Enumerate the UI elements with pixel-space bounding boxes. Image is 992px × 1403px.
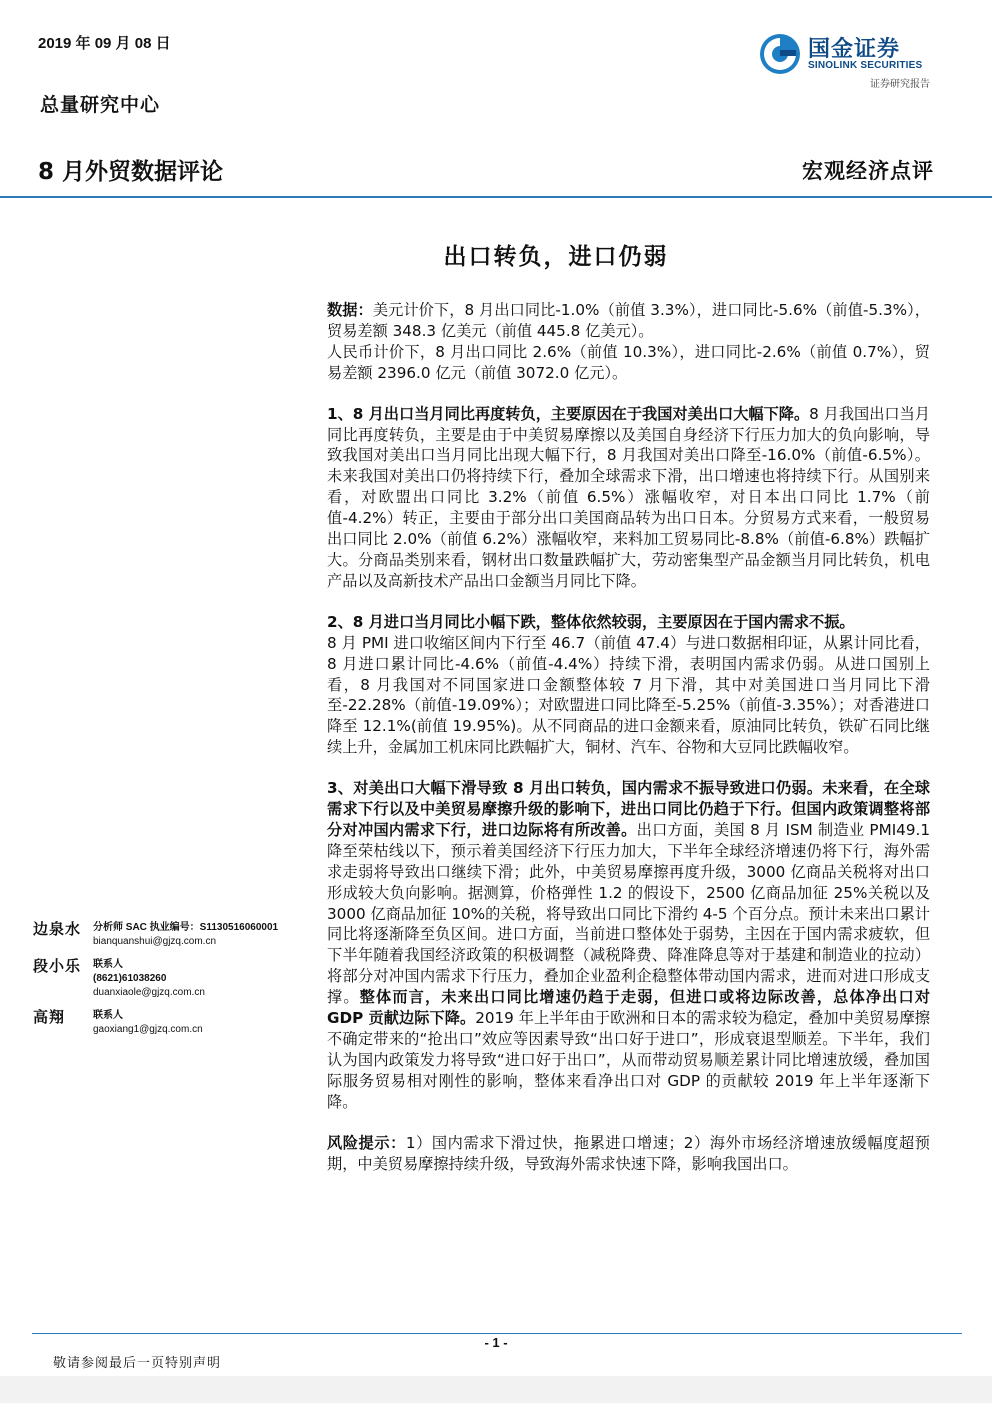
section-3-text-2: 2019 年上半年由于欧洲和日本的需求较为稳定，叠加中美贸易摩擦不确定带来的“抢出口”效应等因素导致“出口好于进口”，形成衰退型顺差。下半年，我们认为国内政策发力将导致“进口好于出口”，从而带动贸易顺差累计同比增速放缓，叠加国际服务贸易相对刚性的影响，整体来看净出口对 GDP 的贡献较 2019 年上半年逐渐下降。: [327, 1009, 930, 1111]
analyst-item: [33, 955, 313, 1000]
analyst-list: [33, 918, 313, 1043]
analyst-email[interactable]: bianquanshui@gjzq.com.cn: [93, 936, 217, 947]
analyst-item: [33, 918, 313, 949]
analyst-role: 联系人: [93, 959, 123, 970]
document-title: 8 月外贸数据评论: [38, 159, 224, 185]
section-3-conclusion: 整体而言，未来出口同比增速仍趋于走弱，但进口或将边际改善，总体净出口对 GDP 贡献边际下降。: [327, 988, 930, 1028]
headline: 出口转负，进口仍弱: [443, 243, 669, 270]
footer-disclaimer: 敬请参阅最后一页特别声明: [53, 1356, 222, 1371]
risk-label: 风险提示：: [327, 1133, 406, 1152]
report-date: 2019 年 09 月 08 日: [38, 35, 171, 52]
section-3-heading: 3、对美出口大幅下滑导致 8 月出口转负，国内需求不振导致进口仍弱。未来看，在全球需求下行以及中美贸易摩擦升级的影响下，进出口同比仍趋于下行。但国内政策调整将部分对冲国内需求下行，进口边际将有所改善。: [327, 779, 930, 839]
section-3-text: 出口方面，美国 8 月 ISM 制造业 PMI49.1 降至荣枯线以下，预示着美国经济下行压力加大，下半年全球经济增速仍将下行，海外需求走弱将导致出口继续下滑；此外，中美贸易摩擦再度升级，3000 亿商品关税将对出口形成较大负向影响。据测算，价格弹性 1.2 的假设下，2500 亿商品加征 25%关税以及 3000 亿商品加征 10%的关税，将导致出口同比下滑约 4-5 个百分点。预计未来出口累计同比将逐渐降至负区间。进口方面，当前进口整体处于弱势，主因在于国内需求疲软，但下半年随着我国经济政策的积极调整（减税降费、降准降息等对于基建和制造业的拉动）将部分对冲国内需求下行压力，叠加企业盈利企稳整体带动国内需求，进而对进口形成支撑。: [327, 820, 930, 1007]
logo-subtitle: 证券研究报告: [870, 79, 930, 90]
section-2-heading: 2、8 月进口当月同比小幅下跌，整体依然较弱，主要原因在于国内需求不振。: [327, 612, 855, 631]
analyst-email[interactable]: duanxiaole@gjzq.com.cn: [93, 987, 205, 998]
page-number: - 1 -: [484, 1335, 508, 1350]
section-1-heading: 1、8 月出口当月同比再度转负，主要原因在于我国对美出口大幅下降。: [327, 404, 810, 423]
risk-paragraph: [327, 1133, 930, 1175]
analyst-item: [33, 1006, 313, 1037]
analyst-role: 联系人: [93, 1010, 123, 1021]
data-paragraph-usd: 数据：美元计价下，8 月出口同比-1.0%（前值 3.3%），进口同比-5.6%（前值-5.3%），贸易差额 348.3 亿美元（前值 445.8 亿美元）。: [327, 301, 930, 340]
analyst-email[interactable]: gaoxiang1@gjzq.com.cn: [93, 1024, 203, 1035]
analyst-phone: (8621)61038260: [93, 973, 167, 984]
analyst-role: 分析师 SAC 执业编号：S1130516060001: [93, 922, 279, 933]
footer-rule: [32, 1333, 962, 1334]
header-rule: [0, 196, 992, 198]
logo-name-en: SINOLINK SECURITIES: [808, 60, 923, 71]
risk-text: 1）国内需求下滑过快，拖累进口增速；2）海外市场经济增速放缓幅度超预期，中美贸易摩擦持续升级，导致海外需求快速下降，影响我国出口。: [327, 1133, 930, 1173]
company-logo: [756, 28, 956, 92]
analyst-name: 高翔: [33, 1008, 66, 1026]
section-1-text: 8 月我国出口当月同比再度转负，主要是由于中美贸易摩擦以及美国自身经济下行压力加大的负向影响，导致我国对美出口当月同比出现大幅下行，8 月我国对美出口降至-16.0%（前值-6.5%）。未来我国对美出口仍将持续下行，叠加全球需求下滑，出口增速也将持续下行。从国别来看，对欧盟出口同比 3.2%（前值 6.5%）涨幅收窄，对日本出口同比 1.7%（前值-4.2%）转正，主要由于部分出口美国商品转为出口日本。分贸易方式来看，一般贸易出口同比 2.0%（前值 6.2%）涨幅收窄，来料加工贸易同比-8.8%（前值-6.8%）跌幅扩大。分商品类别来看，钢材出口数量跌幅扩大，劳动密集型产品金额当月同比转负，机电产品以及高新技术产品出口金额当月同比下降。: [327, 404, 930, 590]
data-paragraph-rmb: 人民币计价下，8 月出口同比 2.6%（前值 10.3%），进口同比-2.6%（前值 0.7%），贸易差额 2396.0 亿元（前值 3072.0 亿元）。: [327, 342, 930, 382]
section-3: [327, 778, 930, 1113]
analyst-name: 段小乐: [33, 957, 82, 975]
logo-emblem-icon: [758, 32, 802, 76]
bottom-bar: [0, 1376, 992, 1403]
section-2-text: 8 月 PMI 进口收缩区间内下行至 46.7（前值 47.4）与进口数据相印证，从累计同比看，8 月进口累计同比-4.6%（前值-4.4%）持续下滑，表明国内需求仍弱。从进口国别上看，8 月我国对不同国家进口金额整体较 7 月下滑，其中对美国进口当月同比下滑至-22.28%（前值-19.09%）；对欧盟进口同比降至-5.25%（前值-3.35%）；对香港进口降至 12.1%(前值 19.95%)。从不同商品的进口金额来看，原油同比转负，铁矿石同比继续上升，金属加工机床同比跌幅扩大，铜材、汽车、谷物和大豆同比跌幅收窄。: [327, 633, 930, 757]
data-label: 数据：: [327, 301, 373, 319]
research-center: 总量研究中心: [40, 94, 161, 116]
section-1: [327, 404, 930, 592]
analyst-name: 边泉水: [33, 920, 82, 938]
section-2: [327, 612, 930, 758]
document-type: 宏观经济点评: [802, 158, 934, 183]
report-body: [327, 300, 930, 1194]
logo-name-cn: 国金证券: [808, 37, 901, 62]
